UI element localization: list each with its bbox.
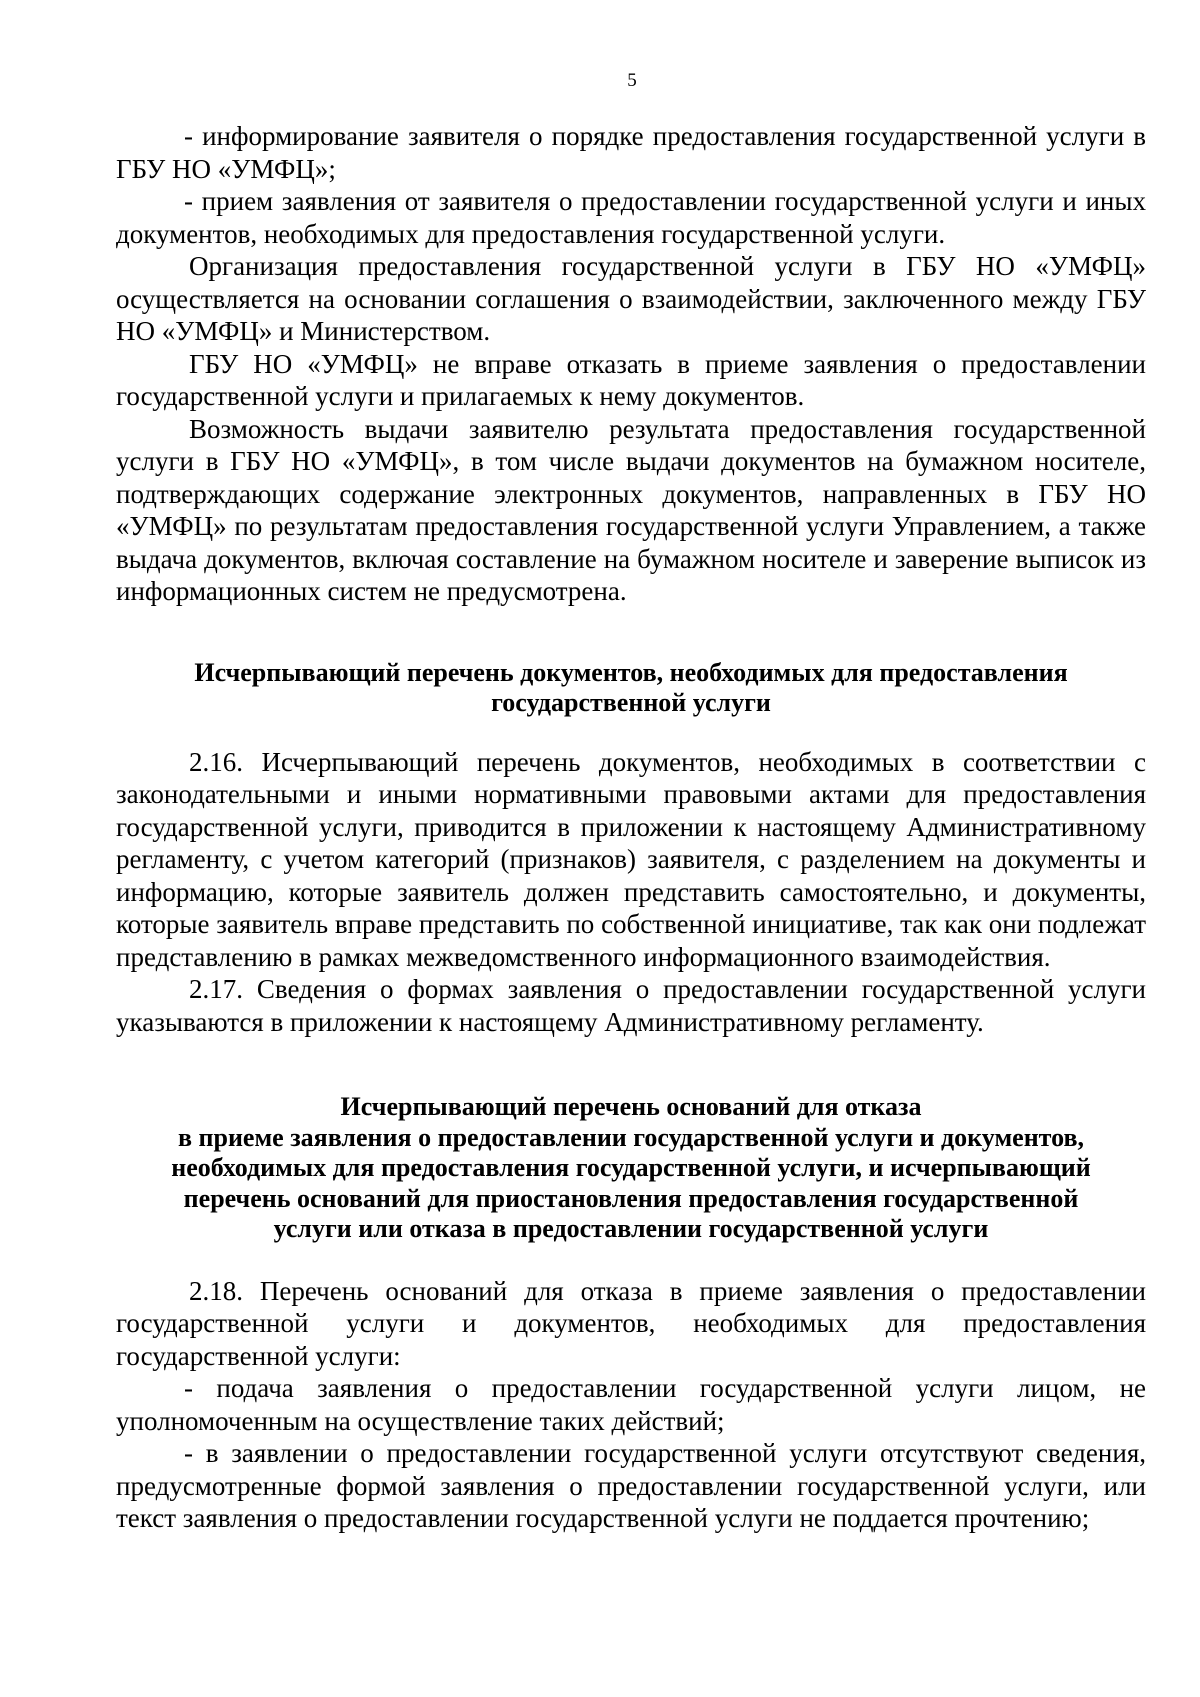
section-heading-refusal [116,1092,1146,1245]
heading-line: необходимых для предоставления государственной услуги, и исчерпывающий [171,1153,1091,1182]
heading-line: перечень оснований для приостановления предоставления государственной [183,1183,1079,1213]
heading-line: услуги или отказа в предоставлении государственной услуги [273,1214,989,1243]
paragraph-receive-application: - прием заявления от заявителя о предоставлении государственной услуги и иных документов, необходимых для предоставления государственной услуги. [116,186,1146,249]
section-heading-documents-text [116,658,1146,719]
heading-line: Исчерпывающий перечень документов, необходимых для предоставления [194,657,1068,687]
paragraph-organization: Организация предоставления государственной услуги в ГБУ НО «УМФЦ» осуществляется на основании соглашения о взаимодействии, заключенного между ГБУ НО «УМФЦ» и Министерством. [116,251,1146,346]
section-heading-documents [116,658,1146,719]
section-heading-refusal-text [116,1092,1146,1245]
document-body [116,120,1146,1535]
paragraph-no-refusal: ГБУ НО «УМФЦ» не вправе отказать в приеме заявления о предоставлении государственной услуги и прилагаемых к нему документов. [116,348,1146,411]
paragraph-2-18: 2.18. Перечень оснований для отказа в приеме заявления о предоставлении государственной услуги и документов, необходимых для предоставления государственной услуги: [116,1275,1146,1371]
heading-line: государственной услуги [491,688,771,717]
heading-line: Исчерпывающий перечень оснований для отказа [340,1092,922,1121]
list-item-missing-information: - в заявлении о предоставлении государственной услуги отсутствуют сведения, предусмотренные формой заявления о предоставлении государственной услуги, или текст заявления о предоставлении государственной услуги не поддается прочтению; [116,1438,1146,1533]
paragraph-issuance: Возможность выдачи заявителю результата предоставления государственной услуги в ГБУ НО «УМФЦ», в том числе выдачи документов на бумажном носителе, подтверждающих содержание электронных документов, направленных в ГБУ НО «УМФЦ» по результатам предоставления государственной услуги Управлением, а также выдача документов, включая составление на бумажном носителе и заверение выписок из информационных систем не предусмотрена. [116,413,1146,606]
heading-line: в приеме заявления о предоставлении государственной услуги и документов, [177,1122,1085,1152]
page-number: 5 [627,70,637,91]
paragraph-inform-applicant: - информирование заявителя о порядке предоставления государственной услуги в ГБУ НО «УМФЦ»; [116,121,1146,184]
paragraph-2-16: 2.16. Исчерпывающий перечень документов, необходимых в соответствии с законодательными и иными нормативными правовыми актами для предоставления государственной услуги, приводится в приложении к настоящему Административному регламенту, с учетом категорий (признаков) заявителя, с разделением на документы и информацию, которые заявитель должен представить самостоятельно, и документы, которые заявитель вправе представить по собственной инициативе, так как они подлежат представлению в рамках межведомственного информационного взаимодействия. [116,746,1146,972]
list-item-unauthorized-person: - подача заявления о предоставлении государственной услуги лицом, не уполномоченным на осуществление таких действий; [116,1373,1146,1436]
paragraph-2-17: 2.17. Сведения о формах заявления о предоставлении государственной услуги указываются в приложении к настоящему Административному регламенту. [116,974,1146,1037]
